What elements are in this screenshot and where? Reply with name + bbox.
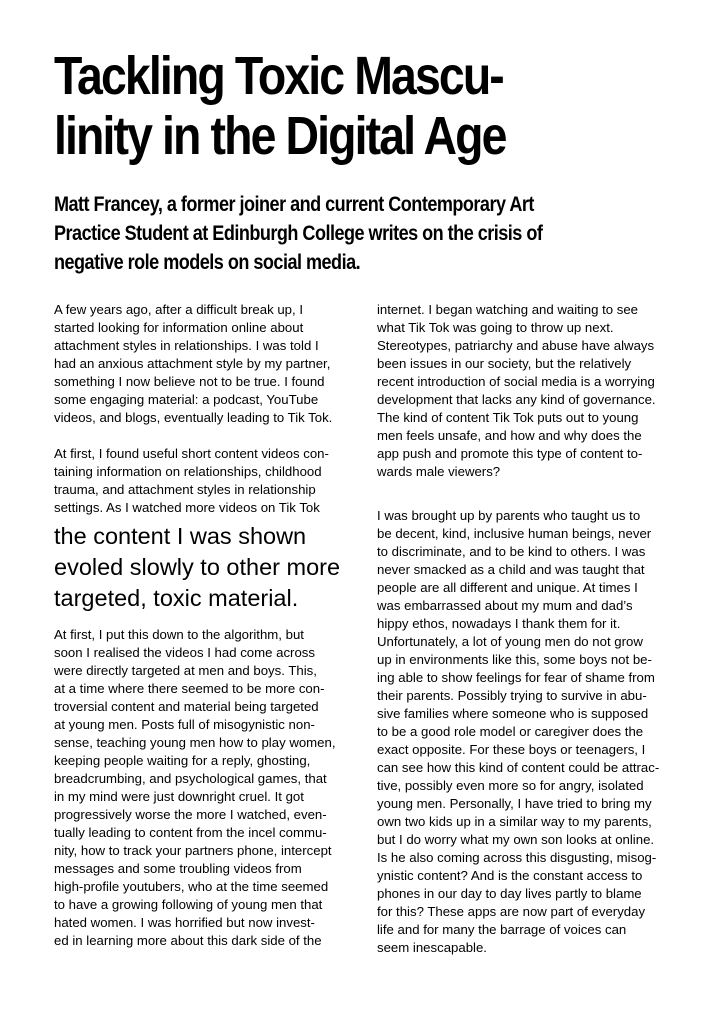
text-line: I was brought up by parents who taught us to	[377, 508, 641, 523]
text-line: wards male viewers?	[377, 464, 501, 479]
text-line: was embarrassed about my mum and dad’s	[377, 598, 633, 613]
text-line: phones in our day to day lives partly to blame	[377, 886, 642, 901]
text-line: to be a good role model or caregiver does the	[377, 724, 644, 739]
text-line: hated women. I was horrified but now invest-	[54, 915, 315, 930]
text-line: troversial content and material being targeted	[54, 699, 319, 714]
text-line: can see how this kind of content could be attrac-	[377, 760, 660, 775]
text-line: for this? These apps are now part of everyday	[377, 904, 646, 919]
text-line: life and for many the barrage of voices can	[377, 922, 627, 937]
paragraph	[54, 301, 364, 427]
text-line: progressively worse the more I watched, even-	[54, 807, 327, 822]
text-line: but I do worry what my own son looks at online.	[377, 832, 655, 847]
text-line: A few years ago, after a difficult break up, I	[54, 302, 303, 317]
paragraph	[377, 507, 695, 957]
title-line: Tackling Toxic Mascu-	[54, 46, 503, 106]
text-line: seem inescapable.	[377, 940, 487, 955]
text-line: men feels unsafe, and how and why does the	[377, 428, 642, 443]
paragraph	[54, 626, 364, 950]
text-line: been issues in our society, but the relatively	[377, 356, 632, 371]
text-line: ynistic content? And is the constant access to	[377, 868, 643, 883]
text-line: development that lacks any kind of governance.	[377, 392, 656, 407]
text-line: attachment styles in relationships. I was told I	[54, 338, 319, 353]
text-line: keeping people waiting for a reply, ghosting,	[54, 753, 311, 768]
text-line: app push and promote this type of content to-	[377, 446, 643, 461]
text-line: ed in learning more about this dark side of the	[54, 933, 322, 948]
text-line: exact opposite. For these boys or teenagers, I	[377, 742, 646, 757]
text-line: had an anxious attachment style by my partner,	[54, 356, 331, 371]
text-line: Unfortunately, a lot of young men do not grow	[377, 634, 643, 649]
article-standfirst	[54, 190, 656, 277]
text-line: high-profile youtubers, who at the time seemed	[54, 879, 329, 894]
text-line: At first, I put this down to the algorithm, but	[54, 627, 304, 642]
text-line: at a time where there seemed to be more con-	[54, 681, 325, 696]
text-line: tive, possibly even more so for angry, isolated	[377, 778, 644, 793]
article-title	[54, 46, 708, 166]
text-line: Is he also coming across this disgusting, misog-	[377, 850, 657, 865]
text-line: recent introduction of social media is a worrying	[377, 374, 655, 389]
text-line: settings. As I watched more videos on Tik Tok	[54, 500, 320, 515]
text-line: were directly targeted at men and boys. This,	[54, 663, 317, 678]
pull-quote	[54, 521, 364, 614]
left-column	[54, 301, 364, 950]
text-line: something I now believe not to be true. I found	[54, 374, 325, 389]
text-line: messages and some troubling videos from	[54, 861, 302, 876]
text-line: to have a growing following of young men that	[54, 897, 323, 912]
text-line: people are all different and unique. At times I	[377, 580, 638, 595]
text-line: sense, teaching young men how to play women,	[54, 735, 336, 750]
text-line: to discriminate, and to be kind to others. I was	[377, 544, 646, 559]
standfirst-line: Matt Francey, a former joiner and current Contemporary Art	[54, 193, 534, 216]
text-line: nity, how to track your partners phone, intercept	[54, 843, 332, 858]
paragraph-gap	[54, 427, 364, 445]
text-line: videos, and blogs, eventually leading to Tik Tok.	[54, 410, 333, 425]
text-line: their parents. Possibly trying to survive in abu-	[377, 688, 647, 703]
text-line: hippy ethos, nowadays I thank them for it.	[377, 616, 621, 631]
pull-quote-line: evoled slowly to other more	[54, 554, 341, 580]
text-line: own two kids up in a similar way to my parents,	[377, 814, 652, 829]
right-column	[377, 301, 695, 957]
standfirst-line: negative role models on social media.	[54, 251, 361, 274]
text-line: soon I realised the videos I had come across	[54, 645, 315, 660]
paragraph	[377, 301, 695, 481]
text-line: At first, I found useful short content videos con-	[54, 446, 329, 461]
text-line: breadcrumbing, and psychological games, that	[54, 771, 327, 786]
title-line: linity in the Digital Age	[54, 106, 506, 166]
text-line: up in environments like this, some boys not be-	[377, 652, 652, 667]
text-line: young men. Personally, I have tried to bring my	[377, 796, 652, 811]
text-line: some engaging material: a podcast, YouTube	[54, 392, 319, 407]
paragraph-gap	[377, 481, 695, 507]
text-line: sive families where someone who is supposed	[377, 706, 649, 721]
standfirst-line: Practice Student at Edinburgh College writes on the crisis of	[54, 222, 543, 245]
paragraph	[54, 445, 364, 517]
text-line: in my mind were just downright cruel. It got	[54, 789, 304, 804]
text-line: internet. I began watching and waiting to see	[377, 302, 638, 317]
text-line: never smacked as a child and was taught that	[377, 562, 645, 577]
text-line: taining information on relationships, childhood	[54, 464, 322, 479]
text-line: what Tik Tok was going to throw up next.	[377, 320, 614, 335]
text-line: trauma, and attachment styles in relationship	[54, 482, 316, 497]
text-line: be decent, kind, inclusive human beings, never	[377, 526, 652, 541]
text-line: Stereotypes, patriarchy and abuse have always	[377, 338, 655, 353]
text-line: started looking for information online about	[54, 320, 304, 335]
text-line: at young men. Posts full of misogynistic non-	[54, 717, 315, 732]
text-line: ing able to show feelings for fear of shame from	[377, 670, 655, 685]
pull-quote-line: targeted, toxic material.	[54, 585, 299, 611]
text-line: The kind of content Tik Tok puts out to young	[377, 410, 639, 425]
pull-quote-line: the content I was shown	[54, 523, 307, 549]
text-line: tually leading to content from the incel commu-	[54, 825, 327, 840]
